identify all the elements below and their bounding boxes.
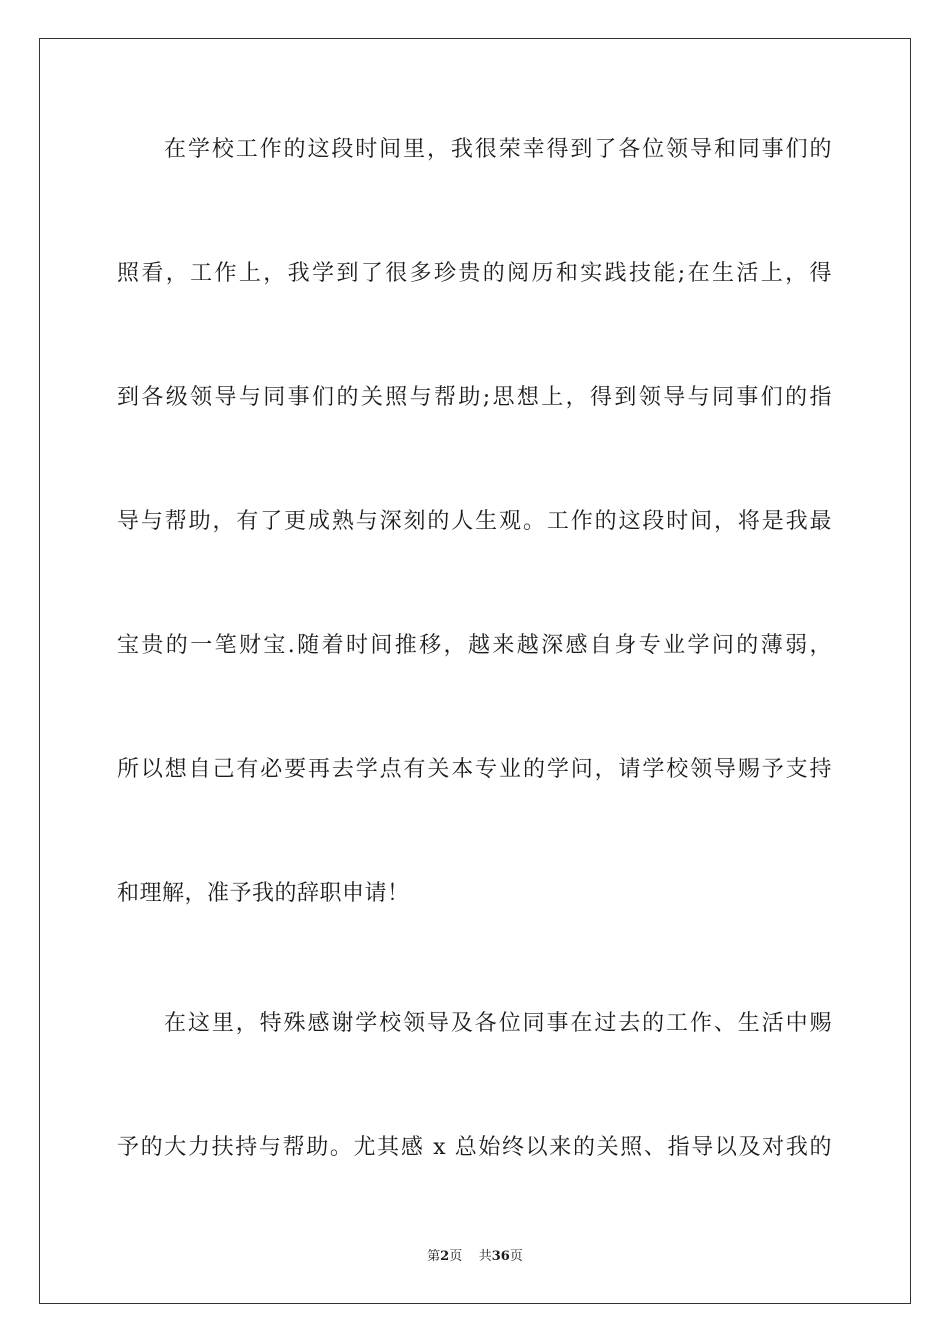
paragraph-1-line-2: 照看，工作上，我学到了很多珍贵的阅历和实践技能;在生活上，得: [117, 261, 832, 286]
paragraph-1-line-7: 和理解，准予我的辞职申请！: [117, 881, 410, 906]
total-pages: 36: [491, 1249, 510, 1264]
page-prefix: 第: [427, 1249, 441, 1264]
total-suffix: 页: [509, 1249, 523, 1264]
page-border: [39, 38, 911, 1304]
paragraph-2-line-1: 在这里，特殊感谢学校领导及各位同事在过去的工作、生活中赐: [164, 1011, 832, 1036]
paragraph-1-line-6: 所以想自己有必要再去学点有关本专业的学问，请学校领导赐予支持: [117, 757, 832, 782]
page-number: 2: [440, 1249, 450, 1264]
total-prefix: 共: [478, 1249, 492, 1264]
paragraph-1-line-4: 导与帮助，有了更成熟与深刻的人生观。工作的这段时间，将是我最: [117, 509, 832, 534]
paragraph-1-line-5: 宝贵的一笔财宝.随着时间推移，越来越深感自身专业学问的薄弱，: [117, 633, 832, 658]
paragraph-1-line-1: 在学校工作的这段时间里，我很荣幸得到了各位领导和同事们的: [164, 137, 832, 162]
paragraph-1-line-3: 到各级领导与同事们的关照与帮助;思想上，得到领导与同事们的指: [117, 385, 832, 410]
page-footer: [0, 1247, 950, 1267]
paragraph-2-line-2: 予的大力扶持与帮助。尤其感 x 总始终以来的关照、指导以及对我的: [117, 1135, 832, 1160]
page-suffix: 页: [449, 1249, 463, 1264]
